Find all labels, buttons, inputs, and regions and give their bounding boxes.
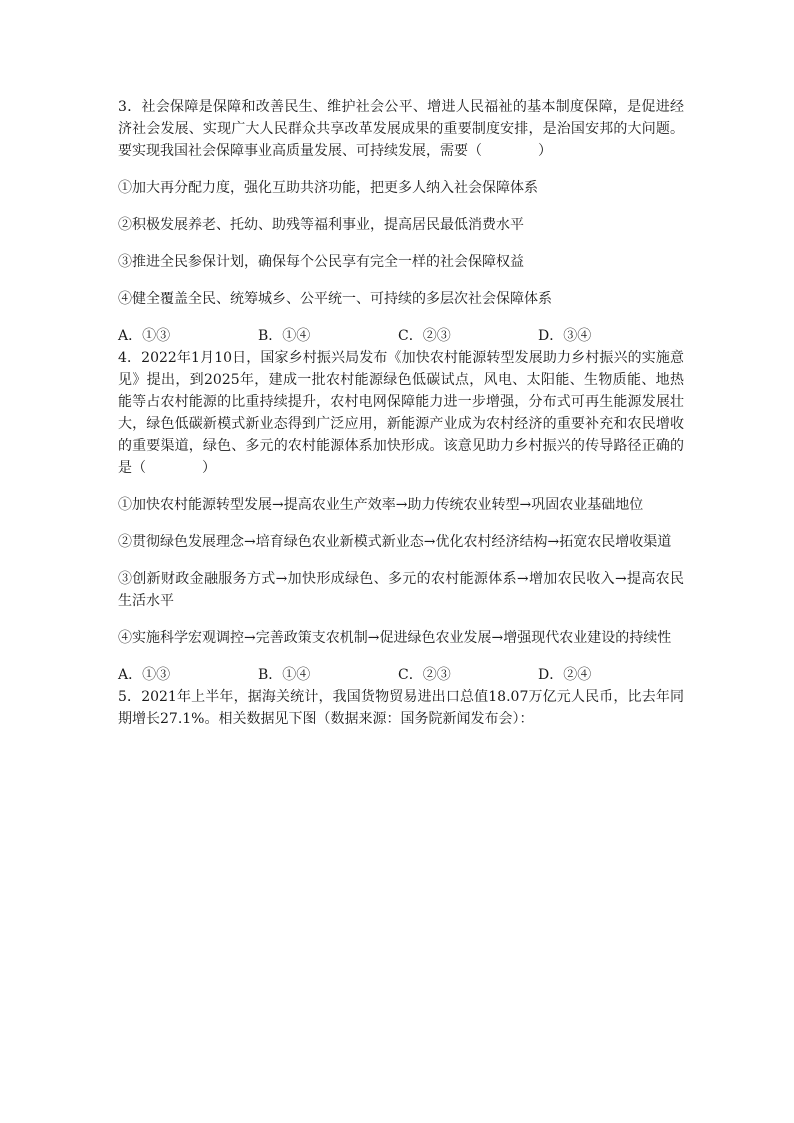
question-3-choice-c: C．②③ [398, 328, 451, 344]
question-3-stem: 3．社会保障是保障和改善民生、维护社会公平、增进人民福祉的基本制度保障，是促进经济社会发展、实现广大人民群众共享改革发展成果的重要制度安排，是治国安邦的大问题。要实现我国社会保障事业高质量发展、可持续发展，需要（ ） [118, 99, 684, 159]
question-4-statement-4: ④实施科学宏观调控→完善政策支农机制→促进绿色农业发展→增强现代农业建设的持续性 [118, 630, 672, 646]
question-4-choice-b: B．①④ [258, 667, 311, 683]
question-3-statement-1: ①加大再分配力度，强化互助共济功能，把更多人纳入社会保障体系 [118, 180, 538, 196]
question-3-choice-d: D．③④ [538, 328, 592, 344]
question-5-stem: 5．2021年上半年，据海关统计，我国货物贸易进出口总值18.07万亿元人民币，比去年同期增长27.1%。相关数据见下图（数据来源：国务院新闻发布会）： [118, 689, 684, 727]
question-3-statement-4: ④健全覆盖全民、统筹城乡、公平统一、可持续的多层次社会保障体系 [118, 291, 552, 307]
question-4-choices [118, 664, 684, 686]
question-4-statement-3: ③创新财政金融服务方式→加快形成绿色、多元的农村能源体系→增加农民收入→提高农民生活水平 [118, 571, 684, 609]
question-4 [118, 347, 684, 686]
exam-page [118, 96, 684, 730]
question-3-statement-2: ②积极发展养老、托幼、助残等福利事业，提高居民最低消费水平 [118, 217, 524, 233]
question-5 [118, 686, 684, 730]
question-4-choice-a: A．①③ [118, 667, 171, 683]
question-3-choices [118, 325, 684, 347]
question-4-statement-2: ②贯彻绿色发展理念→培育绿色农业新模式新业态→优化农村经济结构→拓宽农民增收渠道 [118, 534, 672, 550]
question-3 [118, 96, 684, 347]
question-4-statement-1: ①加快农村能源转型发展→提高农业生产效率→助力传统农业转型→巩固农业基础地位 [118, 497, 644, 513]
question-4-stem: 4．2022年1月10日，国家乡村振兴局发布《加快农村能源转型发展助力乡村振兴的实施意见》提出，到2025年，建成一批农村能源绿色低碳试点，风电、太阳能、生物质能、地热能等占农村能源的比重持续提升，农村电网保障能力进一步增强，分布式可再生能源发展壮大，绿色低碳新模式新业态得到广泛应用，新能源产业成为农村经济的重要补充和农民增收的重要渠道，绿色、多元的农村能源体系加快形成。该意见助力乡村振兴的传导路径正确的是（ ） [118, 350, 684, 476]
question-4-choice-d: D．②④ [538, 667, 592, 683]
question-3-choice-a: A．①③ [118, 328, 171, 344]
question-4-choice-c: C．②③ [398, 667, 451, 683]
question-3-choice-b: B．①④ [258, 328, 311, 344]
question-3-statement-3: ③推进全民参保计划，确保每个公民享有完全一样的社会保障权益 [118, 254, 524, 270]
